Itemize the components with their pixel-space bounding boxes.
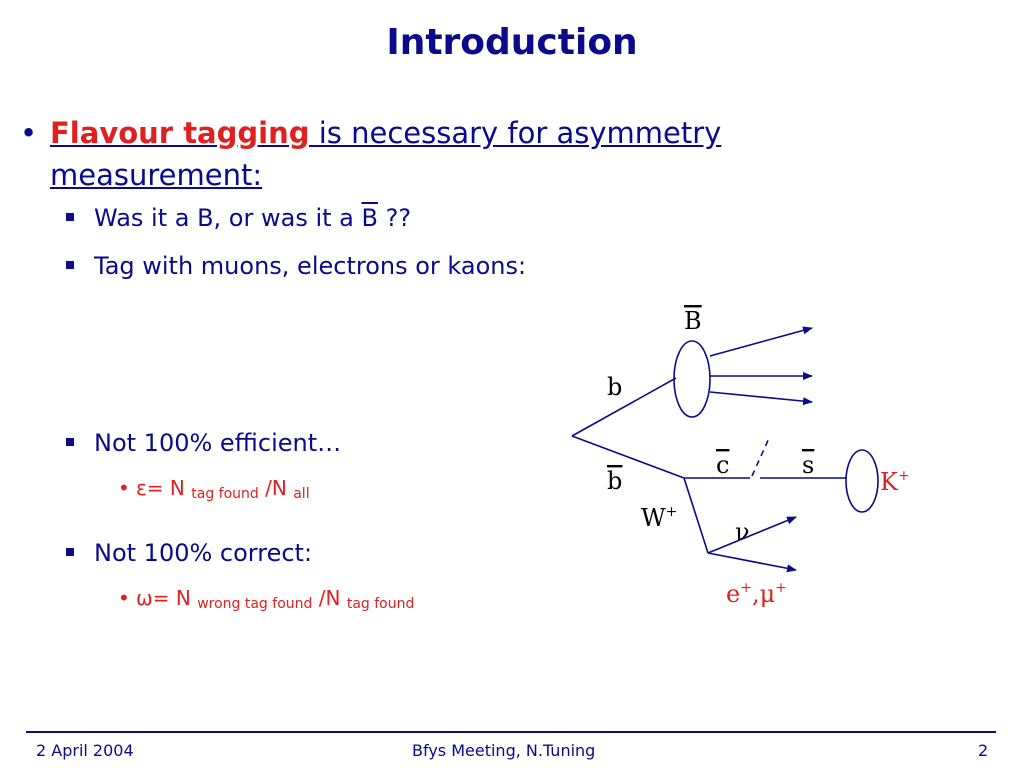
sub-bullet-text: Not 100% correct:	[94, 539, 313, 567]
formula-lhs: ω= N	[136, 586, 198, 610]
footer-divider	[26, 731, 996, 733]
formula-sub-numerator: wrong tag found	[197, 596, 313, 612]
w-boson-label	[641, 504, 677, 532]
main-bullet-rest: is necessary for asymmetry measurement:	[50, 116, 722, 192]
formula-mid: /N	[312, 586, 347, 610]
lepton-arrow	[708, 553, 796, 570]
bullet-marker: •	[20, 116, 38, 150]
footer-page-number: 2	[978, 741, 989, 760]
muon-symbol: ,μ	[751, 580, 776, 608]
bbar-hadron-blob	[674, 341, 710, 417]
bbar-quark-line	[572, 436, 684, 478]
w-dashed-line	[752, 436, 770, 476]
kaon-charge: +	[897, 468, 910, 484]
bbar-symbol: $\overline{B}$	[361, 204, 378, 232]
footer-meeting: Bfys Meeting, N.Tuning	[412, 741, 596, 760]
formula-mid: /N	[258, 476, 294, 500]
footer-date: 2 April 2004	[36, 741, 134, 760]
sub-bullet-text: Tag with muons, electrons or kaons:	[94, 252, 527, 280]
formula-sub-numerator: tag found	[191, 486, 259, 502]
neutrino-label: ν	[735, 518, 750, 546]
w-boson-symbol: W	[641, 504, 666, 532]
sub-bullet-post: ??	[377, 204, 412, 232]
flavour-tagging-highlight: Flavour tagging	[50, 116, 310, 150]
formula-lhs: ε= N	[136, 476, 192, 500]
electron-charge: +	[740, 580, 752, 596]
sub-bullet-text: Not 100% efficient…	[94, 429, 342, 457]
kaon-label	[880, 468, 910, 496]
lepton-label	[726, 580, 787, 608]
bullet-marker: •	[118, 586, 130, 610]
slide-title: Introduction	[386, 22, 638, 63]
sub-bullet-pre: Was it a B, or was it a	[94, 204, 362, 232]
b-quark-label: b	[607, 373, 623, 401]
cbar-quark-label: c	[716, 451, 730, 479]
formula-sub-denominator: tag found	[346, 596, 415, 612]
bbar-product-arrow-3	[710, 392, 812, 402]
bbar-meson-label: B	[684, 307, 702, 335]
bullet-marker: •	[118, 476, 130, 500]
electron-symbol: e	[726, 580, 741, 608]
sbar-quark-label: s	[802, 451, 815, 479]
b-quark-line	[572, 378, 676, 436]
muon-charge: +	[775, 580, 787, 596]
neutrino-arrow	[708, 517, 796, 553]
formula-sub-denominator: all	[293, 486, 310, 502]
w-boson-line	[684, 478, 708, 553]
w-boson-charge: +	[665, 504, 678, 520]
bbar-quark-label: b	[607, 467, 623, 495]
bbar-product-arrow-1	[710, 328, 812, 356]
kaon-symbol: K	[880, 468, 898, 496]
kaon-blob	[846, 450, 878, 512]
